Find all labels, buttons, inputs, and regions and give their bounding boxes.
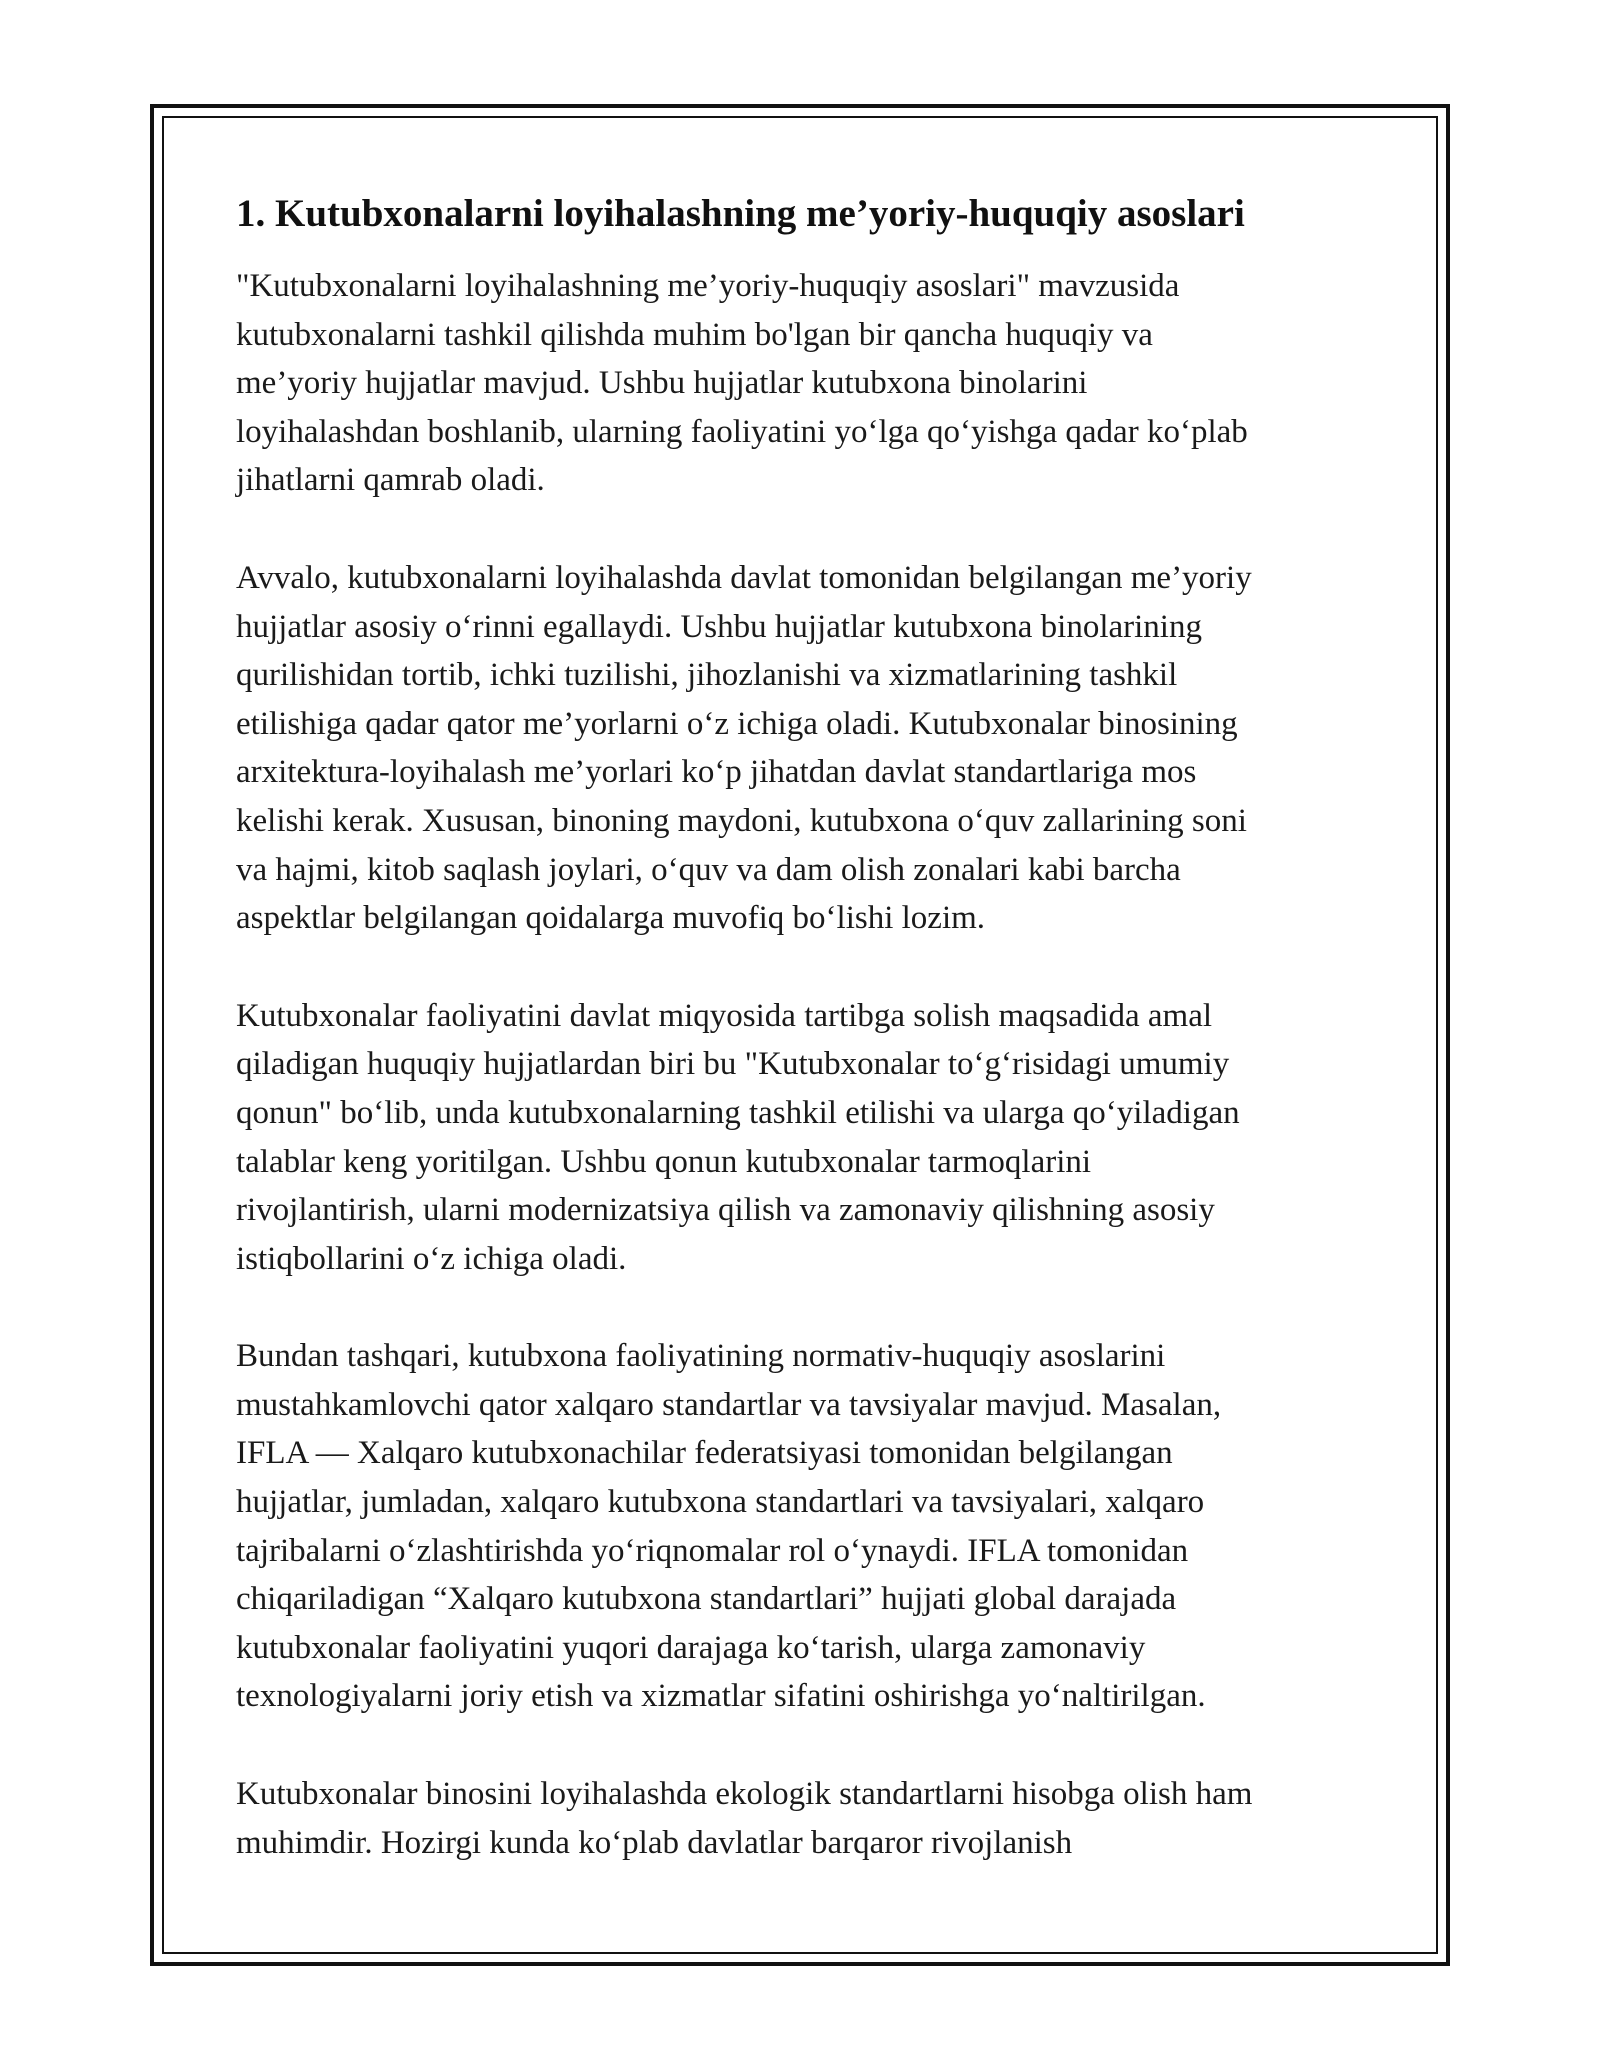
text-line: rivojlantirish, ularni modernizatsiya qilish va zamonaviy qilishning asosiy: [236, 1192, 1215, 1229]
text-line: Avvalo, kutubxonalarni loyihalashda davlat tomonidan belgilangan me’yoriy: [236, 559, 1252, 596]
text-line: Kutubxonalar faoliyatini davlat miqyosida tartibga solish maqsadida amal: [236, 997, 1213, 1034]
text-line: talablar keng yoritilgan. Ushbu qonun kutubxonalar tarmoqlarini: [236, 1143, 1092, 1180]
text-line: texnologiyalarni joriy etish va xizmatlar sifatini oshirishga yo‘naltirilgan.: [236, 1678, 1206, 1715]
section-heading: 1. Kutubxonalarni loyihalashning me’yoriy-huquqiy asoslari: [236, 192, 1245, 235]
text-line: etilishiga qadar qator me’yorlarni o‘z ichiga oladi. Kutubxonalar binosining: [236, 705, 1238, 742]
paragraph-list: [236, 262, 1396, 1867]
text-line: Kutubxonalar binosini loyihalashda ekologik standartlarni hisobga olish ham: [236, 1776, 1253, 1813]
text-line: tajribalarni o‘zlashtirishda yo‘riqnomalar rol o‘ynaydi. IFLA tomonidan: [236, 1532, 1189, 1569]
paragraph-5: [236, 1770, 1396, 1867]
text-line: kutubxonalarni tashkil qilishda muhim bo'lgan bir qancha huquqiy va: [236, 316, 1153, 353]
text-line: loyihalashdan boshlanib, ularning faoliyatini yo‘lga qo‘yishga qadar ko‘plab: [236, 413, 1248, 450]
text-line: IFLA — Xalqaro kutubxonachilar federatsiyasi tomonidan belgilangan: [236, 1435, 1173, 1472]
text-line: arxitektura-loyihalash me’yorlari ko‘p jihatdan davlat standartlariga mos: [236, 754, 1197, 791]
text-line: va hajmi, kitob saqlash joylari, o‘quv va dam olish zonalari kabi barcha: [236, 851, 1181, 888]
paragraph-3: [236, 992, 1396, 1284]
text-line: "Kutubxonalarni loyihalashning me’yoriy-huquqiy asoslari" mavzusida: [236, 268, 1180, 304]
document-body: [236, 188, 1396, 1867]
text-line: mustahkamlovchi qator xalqaro standartlar va tavsiyalar mavjud. Masalan,: [236, 1386, 1222, 1423]
text-line: hujjatlar, jumladan, xalqaro kutubxona standartlari va tavsiyalari, xalqaro: [236, 1484, 1205, 1521]
text-line: qurilishidan tortib, ichki tuzilishi, jihozlanishi va xizmatlarining tashkil: [236, 657, 1178, 694]
text-line: me’yoriy hujjatlar mavjud. Ushbu hujjatlar kutubxona binolarini: [236, 365, 1088, 402]
text-line: hujjatlar asosiy o‘rinni egallaydi. Ushbu hujjatlar kutubxona binolarining: [236, 608, 1202, 645]
text-line: qiladigan huquqiy hujjatlardan biri bu "Kutubxonalar to‘g‘risidagi umumiy: [236, 1046, 1230, 1083]
text-line: Bundan tashqari, kutubxona faoliyatining normativ-huquqiy asoslarini: [236, 1338, 1166, 1375]
paragraph-1: [236, 262, 1396, 505]
text-line: qonun" bo‘lib, unda kutubxonalarning tashkil etilishi va ularga qo‘yiladigan: [236, 1094, 1240, 1131]
text-line: muhimdir. Hozirgi kunda ko‘plab davlatlar barqaror rivojlanish: [236, 1824, 1073, 1861]
paragraph-2: [236, 554, 1396, 943]
text-line: jihatlarni qamrab oladi.: [236, 462, 545, 499]
text-line: chiqariladigan “Xalqaro kutubxona standartlari” hujjati global darajada: [236, 1581, 1177, 1618]
paragraph-4: [236, 1332, 1396, 1721]
text-line: kutubxonalar faoliyatini yuqori darajaga ko‘tarish, ularga zamonaviy: [236, 1629, 1146, 1666]
text-line: aspektlar belgilangan qoidalarga muvofiq bo‘lishi lozim.: [236, 900, 986, 937]
text-line: istiqbollarini o‘z ichiga oladi.: [236, 1240, 627, 1277]
text-line: kelishi kerak. Xususan, binoning maydoni, kutubxona o‘quv zallarining soni: [236, 802, 1247, 839]
